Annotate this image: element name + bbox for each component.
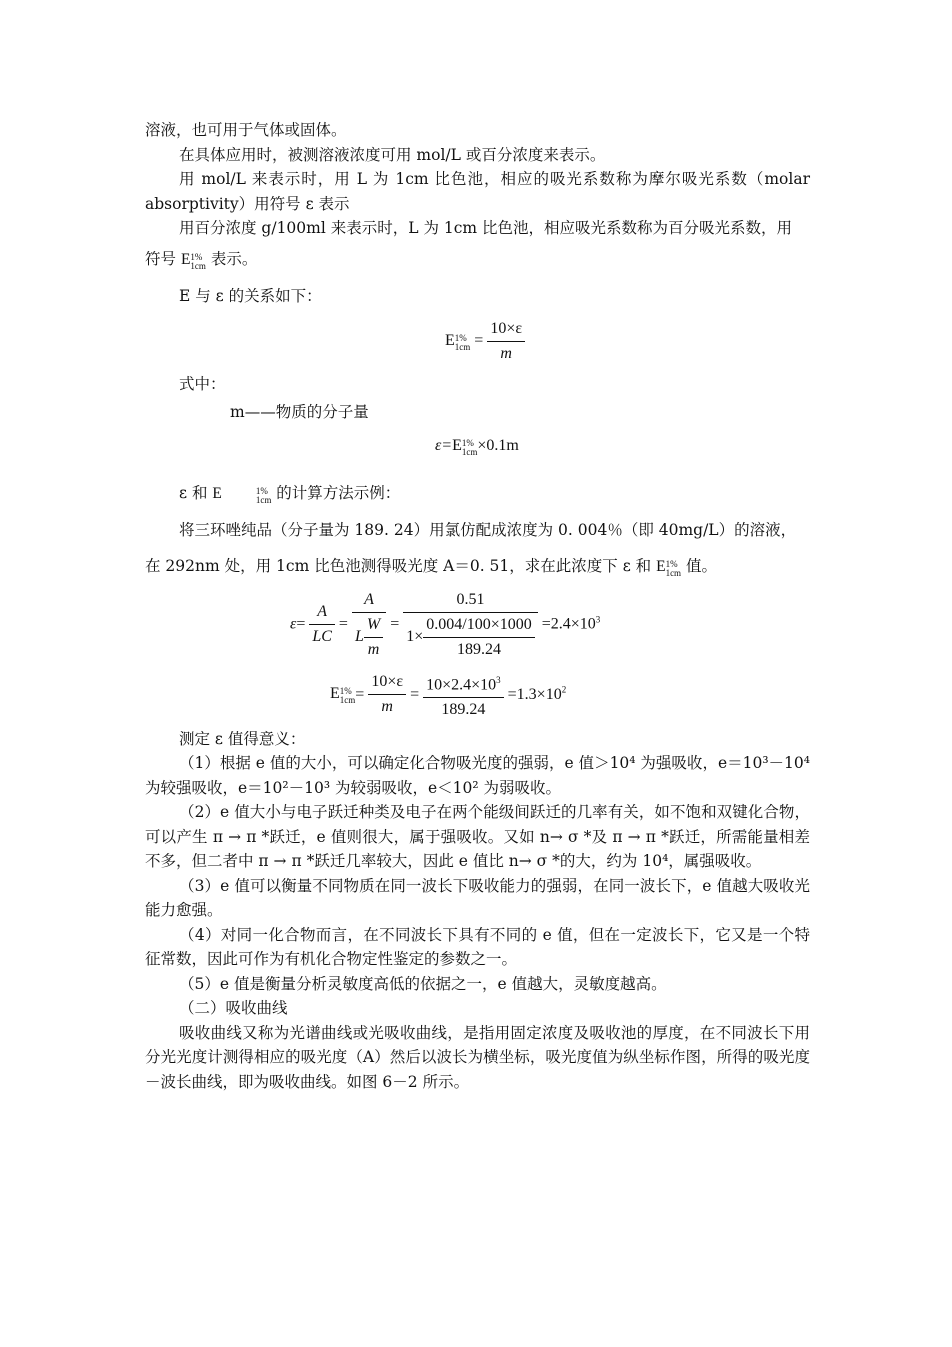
paragraph-18: （二）吸收曲线 — [179, 999, 288, 1017]
paragraph-3: 用 mol/L 来表示时，用 L 为 1cm 比色池，相应的吸光系数称为摩尔吸光系数（molar absorptivity）用符号 ε 表示 — [145, 170, 810, 213]
document-page — [145, 118, 810, 1094]
paragraph-10: 将三环唑纯品（分子量为 189. 24）用氯仿配成浓度为 0. 004％（即 40mg/L）的溶液， — [179, 520, 797, 539]
formula-epsilon-calculation: ε= $\frac{A}{LC}$ = A L $\frac{W}{m}$ = 0.51 1× $\frac{0.004/100\times 1000}{189.24}$ $=2.4\times 10^3$ — [290, 590, 601, 658]
paragraph-16: （4）对同一化合物而言，在不同波长下具有不同的 e 值，但在一定波长下，它又是一个特征常数，因此可作为有机化合物定性鉴定的参数之一。 — [145, 925, 810, 968]
paragraph-4: 用百分浓度 g/100ml 来表示时，L 为 1cm 比色池，相应吸光系数称为百分吸光系数，用 — [179, 219, 793, 237]
paragraph-14: （2）e 值大小与电子跃迁种类及电子在两个能级间跃迁的几率有关，如不饱和双键化合物，可以产生 π → π *跃迁，e 值则很大，属于强吸收。又如 n→ σ *及 π → π *跃迁，所需能量相差不多，但二者中 π → π *跃迁几率较大，因此 e 值比 n→ σ *的大，约为 10⁴，属强吸收。 — [145, 803, 810, 870]
paragraph-11: 在 292nm 处，用 1cm 比色池测得吸光度 A＝0. 51，求在此浓度下 ε 和 E 1% 1cm 值。 — [145, 556, 717, 578]
paragraph-19: 吸收曲线又称为光谱曲线或光吸收曲线，是指用固定浓度及吸收池的厚度，在不同波长下用分光光度计测得相应的吸光度（A）然后以波长为横坐标，吸光度值为纵坐标作图，所得的吸光度－波长曲线，即为吸收曲线。如图 6－2 所示。 — [145, 1023, 810, 1091]
paragraph-6: E 与 ε 的关系如下： — [179, 286, 322, 305]
paragraph-7: 式中： — [179, 374, 226, 393]
formula-epsilon: ε=E 1% 1cm ×0.1m — [435, 436, 519, 457]
paragraph-9: ε 和 E 1% 1cm 的计算方法示例： — [179, 483, 401, 505]
paragraph-17: （5）e 值是衡量分析灵敏度高低的依据之一，e 值越大，灵敏度越高。 — [179, 974, 667, 993]
paragraph-2: 在具体应用时，被测溶液浓度可用 mol/L 或百分浓度来表示。 — [179, 145, 606, 164]
paragraph-1: 溶液，也可用于气体或固体。 — [145, 121, 347, 139]
paragraph-13: （1）根据 e 值的大小，可以确定化合物吸光度的强弱，e 值＞10⁴ 为强吸收，e＝10³－10⁴ 为较强吸收，e＝10²－10³ 为较弱吸收，e＜10² 为弱吸收。 — [145, 754, 810, 797]
formula-e-calculation: E 1% 1cm = $\frac{10\times\varepsilon}{m}$ = $\frac{10\times 2.4\times 10^3}{189.24}$ $=1.3\times 10^2$ — [145, 665, 810, 723]
paragraph-12: 测定 ε 值得意义： — [179, 729, 306, 748]
paragraph-5: 符号 E 1% 1cm 表示。 — [145, 249, 258, 271]
paragraph-8: m——物质的分子量 — [230, 403, 369, 421]
paragraph-15: （3）e 值可以衡量不同物质在同一波长下吸收能力的强弱，在同一波长下，e 值越大吸收光能力愈强。 — [145, 876, 810, 919]
formula-e-epsilon: E 1% 1cm = $\frac{10\times\varepsilon}{m}$ — [145, 314, 810, 368]
percent-absorptivity-symbol: E 1% 1cm — [180, 250, 206, 271]
